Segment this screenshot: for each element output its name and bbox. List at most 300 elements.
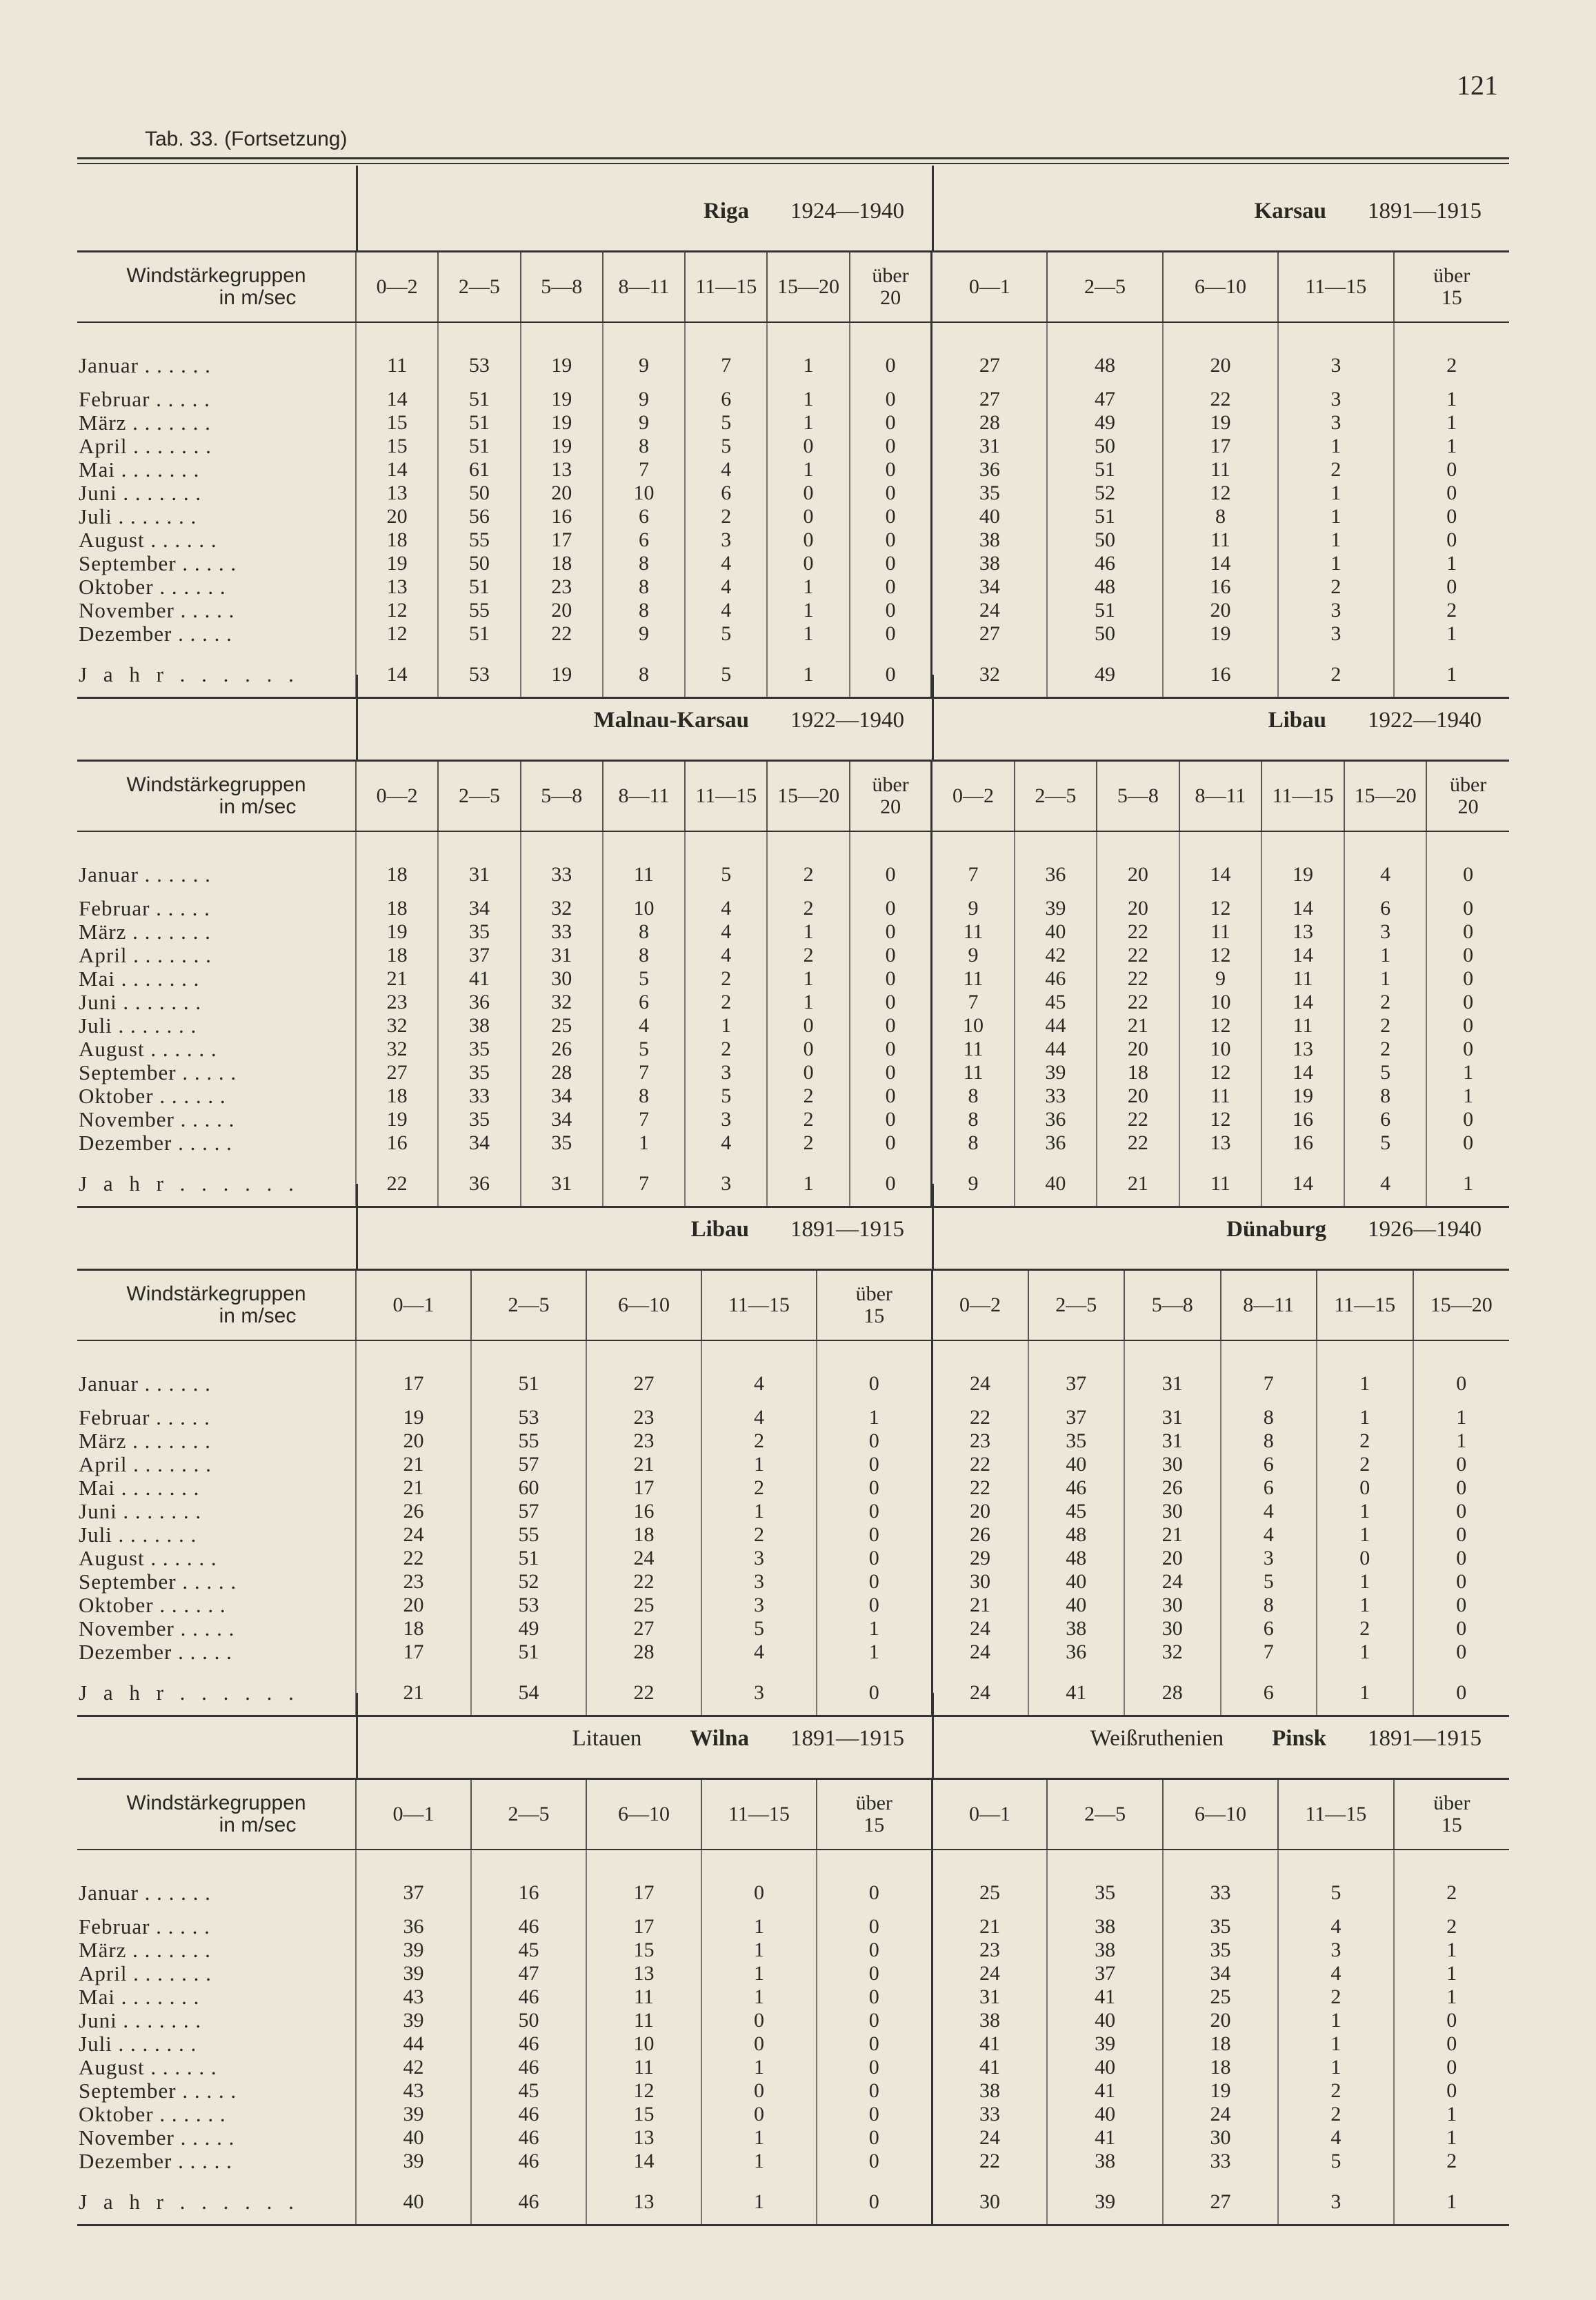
table-cell: 2 bbox=[1394, 322, 1509, 388]
table-row bbox=[77, 1014, 1509, 1038]
table-cell: 19 bbox=[356, 552, 438, 575]
table-cell: 36 bbox=[932, 458, 1047, 482]
table-row bbox=[77, 599, 1509, 622]
table-cell: 1 bbox=[603, 1131, 685, 1155]
table-cell: 0 bbox=[850, 322, 932, 388]
table-cell: 22 bbox=[1097, 991, 1179, 1014]
column-header: 0—1 bbox=[932, 1780, 1047, 1850]
table-row bbox=[77, 991, 1509, 1014]
table-cell: 4 bbox=[1278, 1962, 1393, 1985]
table-cell: 19 bbox=[1163, 622, 1278, 646]
table-cell: 53 bbox=[471, 1406, 586, 1429]
table-row bbox=[77, 1084, 1509, 1108]
table-cell: 5 bbox=[685, 831, 767, 897]
table-cell: 0 bbox=[767, 1061, 849, 1084]
table-cell: 25 bbox=[1163, 1985, 1278, 2009]
month-label: Juli . . . . . . . bbox=[79, 1013, 197, 1038]
table-cell: 1 bbox=[701, 1500, 817, 1523]
table-cell: 0 bbox=[1413, 1640, 1510, 1664]
table-cell: 16 bbox=[356, 1131, 438, 1155]
table-row bbox=[77, 1340, 1509, 1406]
table-cell: 1 bbox=[1344, 944, 1427, 967]
column-header: 2—5 bbox=[438, 252, 520, 322]
table-cell: 41 bbox=[1047, 2079, 1162, 2103]
table-cell: 0 bbox=[850, 1061, 932, 1084]
table-cell: 39 bbox=[356, 2103, 471, 2126]
region-name: Litauen bbox=[572, 1726, 642, 1751]
table-cell: 24 bbox=[356, 1523, 471, 1547]
jahr-cell: 46 bbox=[471, 2173, 586, 2225]
table-cell: 1 bbox=[1317, 1523, 1413, 1547]
month-label: Januar . . . . . . bbox=[79, 1881, 211, 1905]
month-label: Juli . . . . . . . bbox=[79, 1523, 197, 1547]
column-header-word: über bbox=[855, 1792, 892, 1814]
table-cell: 51 bbox=[1047, 599, 1162, 622]
group-label bbox=[77, 1271, 356, 1340]
table-cell: 3 bbox=[1278, 599, 1393, 622]
table-cell: 30 bbox=[1124, 1617, 1221, 1640]
month-label: Mai . . . . . . . bbox=[79, 966, 200, 991]
table-cell: 1 bbox=[1317, 1500, 1413, 1523]
group-label-line2: in m/sec bbox=[219, 286, 297, 309]
table-cell: 4 bbox=[685, 575, 767, 599]
table-cell: 36 bbox=[1015, 1131, 1097, 1155]
table-cell: 5 bbox=[1221, 1570, 1317, 1594]
table-cell: 17 bbox=[586, 1850, 701, 1915]
table-cell: 19 bbox=[1163, 411, 1278, 435]
table-cell: 0 bbox=[850, 991, 932, 1014]
table-cell: 14 bbox=[356, 458, 438, 482]
table-cell: 4 bbox=[1221, 1500, 1317, 1523]
table-cell: 27 bbox=[356, 1061, 438, 1084]
table-cell: 7 bbox=[932, 991, 1015, 1014]
table-cell: 5 bbox=[701, 1617, 817, 1640]
table-cell: 4 bbox=[685, 599, 767, 622]
table-cell: 16 bbox=[521, 505, 603, 528]
jahr-cell: 14 bbox=[356, 646, 438, 698]
table-cell: 0 bbox=[850, 388, 932, 411]
table-cell: 19 bbox=[1261, 1084, 1344, 1108]
table-cell: 11 bbox=[932, 920, 1015, 944]
table-cell: 40 bbox=[1047, 2056, 1162, 2079]
table-cell: 34 bbox=[521, 1108, 603, 1131]
table-cell: 22 bbox=[1097, 944, 1179, 967]
table-cell: 2 bbox=[767, 831, 849, 897]
table-cell: 45 bbox=[1028, 1500, 1125, 1523]
month-label: März . . . . . . . bbox=[79, 920, 211, 944]
table-cell: 14 bbox=[586, 2150, 701, 2173]
table-cell: 0 bbox=[817, 2032, 932, 2056]
column-header: 2—5 bbox=[1047, 252, 1162, 322]
column-header: 2—5 bbox=[1028, 1271, 1125, 1340]
month-label: Oktober . . . . . . bbox=[79, 1084, 226, 1108]
table-row bbox=[77, 1915, 1509, 1939]
table-cell: 33 bbox=[1163, 2150, 1278, 2173]
table-cell: 0 bbox=[1394, 2056, 1509, 2079]
table-cell: 13 bbox=[521, 458, 603, 482]
table-cell: 41 bbox=[932, 2056, 1047, 2079]
jahr-cell: 30 bbox=[932, 2173, 1047, 2225]
table-cell: 6 bbox=[1221, 1617, 1317, 1640]
table-row bbox=[77, 920, 1509, 944]
table-cell: 23 bbox=[586, 1406, 701, 1429]
table-cell: 0 bbox=[817, 1429, 932, 1453]
table-cell: 22 bbox=[932, 1476, 1028, 1500]
station-years: 1922—1940 bbox=[790, 708, 904, 733]
table-row bbox=[77, 897, 1509, 920]
table-cell: 52 bbox=[471, 1570, 586, 1594]
table-row bbox=[77, 1939, 1509, 1962]
column-header: 11—15 bbox=[1278, 1780, 1393, 1850]
table-cell: 0 bbox=[1413, 1453, 1510, 1476]
table-cell: 24 bbox=[932, 599, 1047, 622]
table-cell: 1 bbox=[701, 2150, 817, 2173]
table-cell: 8 bbox=[932, 1108, 1015, 1131]
table-cell: 38 bbox=[932, 552, 1047, 575]
table-cell: 1 bbox=[1344, 967, 1427, 991]
table-cell: 2 bbox=[1394, 1850, 1509, 1915]
table-cell: 6 bbox=[1344, 897, 1427, 920]
station-header bbox=[77, 675, 1509, 762]
station-name: Pinsk bbox=[1272, 1726, 1326, 1751]
table-cell: 7 bbox=[932, 831, 1015, 897]
table-cell: 1 bbox=[1317, 1406, 1413, 1429]
table-cell: 55 bbox=[438, 599, 520, 622]
group-label bbox=[77, 1780, 356, 1850]
table-cell: 33 bbox=[932, 2103, 1047, 2126]
table-cell: 33 bbox=[521, 920, 603, 944]
table-cell: 51 bbox=[471, 1547, 586, 1570]
station-title-right bbox=[1254, 199, 1482, 224]
table-cell: 0 bbox=[701, 2032, 817, 2056]
table-cell: 31 bbox=[932, 1985, 1047, 2009]
table-cell: 18 bbox=[356, 528, 438, 552]
table-cell: 24 bbox=[1124, 1570, 1221, 1594]
table-cell: 55 bbox=[438, 528, 520, 552]
table-cell: 1 bbox=[817, 1617, 932, 1640]
header-rule bbox=[77, 1778, 1509, 1780]
table-cell: 11 bbox=[586, 1985, 701, 2009]
month-label: Mai . . . . . . . bbox=[79, 1476, 200, 1500]
table-cell: 21 bbox=[356, 1476, 471, 1500]
jahr-cell: 54 bbox=[471, 1664, 586, 1716]
table-cell: 30 bbox=[1124, 1500, 1221, 1523]
table-cell: 15 bbox=[586, 1939, 701, 1962]
table-cell: 6 bbox=[603, 505, 685, 528]
table-cell: 0 bbox=[1413, 1523, 1510, 1547]
table-cell: 20 bbox=[1097, 897, 1179, 920]
month-label: September . . . . . bbox=[79, 551, 237, 575]
column-header: 15—20 bbox=[767, 252, 849, 322]
table-cell: 17 bbox=[356, 1640, 471, 1664]
table-cell: 8 bbox=[603, 435, 685, 458]
jahr-cell: 40 bbox=[356, 2173, 471, 2225]
table-cell: 14 bbox=[1179, 831, 1262, 897]
table-cell: 0 bbox=[767, 1038, 849, 1061]
table-cell: 0 bbox=[1317, 1547, 1413, 1570]
table-cell: 19 bbox=[356, 1108, 438, 1131]
table-cell: 33 bbox=[1015, 1084, 1097, 1108]
table-cell: 0 bbox=[701, 2079, 817, 2103]
station-name: Libau bbox=[690, 1217, 749, 1242]
table-cell: 16 bbox=[1261, 1131, 1344, 1155]
table-cell: 14 bbox=[1261, 944, 1344, 967]
table-cell: 0 bbox=[767, 482, 849, 505]
jahr-cell: 1 bbox=[1426, 1155, 1509, 1207]
data-table bbox=[77, 762, 1509, 1208]
table-cell: 12 bbox=[1179, 897, 1262, 920]
vline bbox=[356, 1693, 358, 1780]
table-cell: 26 bbox=[1124, 1476, 1221, 1500]
table-cell: 12 bbox=[356, 599, 438, 622]
table-cell: 2 bbox=[767, 1131, 849, 1155]
table-cell: 48 bbox=[1047, 322, 1162, 388]
table-cell: 23 bbox=[356, 1570, 471, 1594]
table-row bbox=[77, 322, 1509, 388]
table-cell: 0 bbox=[1413, 1617, 1510, 1640]
table-cell: 38 bbox=[1047, 1939, 1162, 1962]
table-cell: 1 bbox=[1426, 1084, 1509, 1108]
column-header: 8—11 bbox=[603, 762, 685, 831]
table-cell: 35 bbox=[438, 1061, 520, 1084]
table-cell: 21 bbox=[932, 1915, 1047, 1939]
jahr-cell: 24 bbox=[932, 1664, 1028, 1716]
table-cell: 0 bbox=[1426, 1108, 1509, 1131]
table-cell: 37 bbox=[1047, 1962, 1162, 1985]
header-rule bbox=[77, 250, 1509, 252]
table-cell: 28 bbox=[521, 1061, 603, 1084]
table-cell: 60 bbox=[471, 1476, 586, 1500]
station-title-right bbox=[1090, 1726, 1482, 1752]
table-cell: 19 bbox=[356, 1406, 471, 1429]
table-cell: 1 bbox=[1317, 1340, 1413, 1406]
jahr-label: J a h r . . . . . . bbox=[77, 646, 356, 698]
table-cell: 9 bbox=[603, 411, 685, 435]
group-label-line1: Windstärkegruppen bbox=[126, 264, 306, 287]
table-cell: 0 bbox=[1394, 2079, 1509, 2103]
table-cell: 35 bbox=[438, 920, 520, 944]
table-cell: 51 bbox=[1047, 458, 1162, 482]
month-label: Dezember . . . . . bbox=[79, 1131, 232, 1155]
table-cell: 36 bbox=[1028, 1640, 1125, 1664]
jahr-cell: 16 bbox=[1163, 646, 1278, 698]
month-label: Oktober . . . . . . bbox=[79, 1593, 226, 1617]
column-header: 15—20 bbox=[1413, 1271, 1510, 1340]
table-cell: 25 bbox=[521, 1014, 603, 1038]
station-header bbox=[77, 1184, 1509, 1271]
table-caption: Tab. 33. (Fortsetzung) bbox=[145, 128, 348, 150]
table-cell: 27 bbox=[932, 322, 1047, 388]
table-cell: 50 bbox=[438, 552, 520, 575]
table-cell: 2 bbox=[767, 897, 849, 920]
table-cell: 51 bbox=[438, 622, 520, 646]
table-cell: 2 bbox=[1278, 1985, 1393, 2009]
table-cell: 19 bbox=[1163, 2079, 1278, 2103]
table-cell: 8 bbox=[932, 1084, 1015, 1108]
table-cell: 40 bbox=[1028, 1594, 1125, 1617]
table-cell: 2 bbox=[1344, 991, 1427, 1014]
data-table bbox=[77, 252, 1509, 699]
table-cell: 8 bbox=[1221, 1429, 1317, 1453]
table-cell: 19 bbox=[521, 435, 603, 458]
table-cell: 40 bbox=[932, 505, 1047, 528]
jahr-cell: 6 bbox=[1221, 1664, 1317, 1716]
station-name: Riga bbox=[704, 199, 749, 224]
column-header: 11—15 bbox=[685, 252, 767, 322]
table-cell: 35 bbox=[1163, 1939, 1278, 1962]
table-cell: 28 bbox=[932, 411, 1047, 435]
table-cell: 22 bbox=[932, 2150, 1047, 2173]
column-header: 6—10 bbox=[1163, 1780, 1278, 1850]
table-cell: 32 bbox=[521, 991, 603, 1014]
table-cell: 35 bbox=[1028, 1429, 1125, 1453]
table-cell: 53 bbox=[471, 1594, 586, 1617]
table-cell: 50 bbox=[1047, 622, 1162, 646]
table-cell: 19 bbox=[521, 322, 603, 388]
jahr-cell: 39 bbox=[1047, 2173, 1162, 2225]
table-cell: 5 bbox=[685, 1084, 767, 1108]
table-cell: 0 bbox=[817, 1850, 932, 1915]
table-cell: 14 bbox=[1261, 991, 1344, 1014]
column-header: 0—1 bbox=[356, 1271, 471, 1340]
column-header-value: 20 bbox=[880, 286, 901, 309]
table-cell: 0 bbox=[767, 505, 849, 528]
table-cell: 41 bbox=[932, 2032, 1047, 2056]
table-cell: 4 bbox=[701, 1406, 817, 1429]
table-cell: 40 bbox=[1028, 1570, 1125, 1594]
table-cell: 11 bbox=[1163, 528, 1278, 552]
table-cell: 2 bbox=[767, 1108, 849, 1131]
table-cell: 0 bbox=[850, 528, 932, 552]
table-row bbox=[77, 622, 1509, 646]
table-cell: 19 bbox=[1261, 831, 1344, 897]
vline bbox=[932, 1184, 934, 1271]
vline bbox=[932, 675, 934, 762]
table-cell: 37 bbox=[438, 944, 520, 967]
table-cell: 0 bbox=[850, 1038, 932, 1061]
table-cell: 20 bbox=[1097, 1038, 1179, 1061]
table-cell: 0 bbox=[1426, 1014, 1509, 1038]
table-cell: 3 bbox=[1278, 411, 1393, 435]
table-cell: 4 bbox=[1221, 1523, 1317, 1547]
table-cell: 50 bbox=[1047, 528, 1162, 552]
table-cell: 45 bbox=[471, 2079, 586, 2103]
table-cell: 43 bbox=[356, 2079, 471, 2103]
jahr-cell: 19 bbox=[521, 646, 603, 698]
table-cell: 27 bbox=[932, 388, 1047, 411]
table-cell: 0 bbox=[1426, 1131, 1509, 1155]
table-cell: 40 bbox=[1047, 2009, 1162, 2032]
table-cell: 32 bbox=[521, 897, 603, 920]
table-cell: 9 bbox=[603, 622, 685, 646]
table-cell: 51 bbox=[438, 388, 520, 411]
column-header-word: über bbox=[872, 773, 909, 796]
table-cell: 13 bbox=[356, 482, 438, 505]
table-cell: 3 bbox=[685, 1061, 767, 1084]
table-row bbox=[77, 1547, 1509, 1570]
table-cell: 0 bbox=[1394, 505, 1509, 528]
table-cell: 38 bbox=[1028, 1617, 1125, 1640]
table-cell: 1 bbox=[1426, 1061, 1509, 1084]
table-cell: 27 bbox=[586, 1340, 701, 1406]
table-cell: 2 bbox=[767, 944, 849, 967]
table-cell: 2 bbox=[1394, 599, 1509, 622]
jahr-cell: 21 bbox=[356, 1664, 471, 1716]
table-cell: 1 bbox=[767, 411, 849, 435]
table-cell: 0 bbox=[1413, 1340, 1510, 1406]
table-cell: 16 bbox=[1163, 575, 1278, 599]
table-cell: 3 bbox=[1278, 622, 1393, 646]
jahr-cell: 0 bbox=[1413, 1664, 1510, 1716]
table-cell: 0 bbox=[767, 435, 849, 458]
group-label-line1: Windstärkegruppen bbox=[126, 1282, 306, 1305]
jahr-cell: 9 bbox=[932, 1155, 1015, 1207]
table-cell: 8 bbox=[1163, 505, 1278, 528]
table-cell: 4 bbox=[701, 1340, 817, 1406]
table-cell: 17 bbox=[356, 1340, 471, 1406]
column-header: 11—15 bbox=[685, 762, 767, 831]
station-years: 1922—1940 bbox=[1368, 708, 1482, 733]
table-cell: 11 bbox=[1179, 1084, 1262, 1108]
table-cell: 23 bbox=[356, 991, 438, 1014]
table-row bbox=[77, 967, 1509, 991]
table-cell: 1 bbox=[767, 991, 849, 1014]
table-cell: 3 bbox=[1278, 1939, 1393, 1962]
table-cell: 7 bbox=[603, 458, 685, 482]
column-header-row bbox=[77, 252, 1509, 322]
station-name: Wilna bbox=[690, 1726, 749, 1751]
table-cell: 1 bbox=[1278, 2032, 1393, 2056]
jahr-label: J a h r . . . . . . bbox=[77, 1155, 356, 1207]
table-cell: 0 bbox=[1426, 831, 1509, 897]
jahr-label: J a h r . . . . . . bbox=[77, 1664, 356, 1716]
station-years: 1924—1940 bbox=[790, 199, 904, 224]
table-cell: 2 bbox=[1278, 2079, 1393, 2103]
page-number: 121 bbox=[1457, 70, 1498, 101]
table-cell: 8 bbox=[1221, 1406, 1317, 1429]
column-header-word: über bbox=[1450, 773, 1487, 796]
column-header: 6—10 bbox=[1163, 252, 1278, 322]
column-header-word: über bbox=[872, 264, 909, 287]
month-label: Juni . . . . . . . bbox=[79, 2008, 202, 2032]
jahr-cell: 1 bbox=[1394, 2173, 1509, 2225]
table-cell: 10 bbox=[603, 482, 685, 505]
table-cell: 31 bbox=[1124, 1406, 1221, 1429]
table-cell: 1 bbox=[767, 322, 849, 388]
table-cell: 49 bbox=[1047, 411, 1162, 435]
table-cell: 9 bbox=[1179, 967, 1262, 991]
table-cell: 38 bbox=[438, 1014, 520, 1038]
table-cell: 18 bbox=[586, 1523, 701, 1547]
table-cell: 21 bbox=[586, 1453, 701, 1476]
table-cell: 2 bbox=[767, 1084, 849, 1108]
table-cell: 61 bbox=[438, 458, 520, 482]
table-cell: 5 bbox=[685, 622, 767, 646]
table-cell: 17 bbox=[521, 528, 603, 552]
table-cell: 50 bbox=[471, 2009, 586, 2032]
column-header: 8—11 bbox=[603, 252, 685, 322]
table-row bbox=[77, 1640, 1509, 1664]
table-cell: 12 bbox=[1179, 1014, 1262, 1038]
table-cell: 43 bbox=[356, 1985, 471, 2009]
table-cell: 4 bbox=[685, 897, 767, 920]
column-header: 6—10 bbox=[586, 1780, 701, 1850]
table-cell: 1 bbox=[701, 1453, 817, 1476]
table-cell: 0 bbox=[850, 622, 932, 646]
top-rule bbox=[77, 157, 1509, 159]
month-label: November . . . . . bbox=[79, 598, 235, 622]
table-cell: 41 bbox=[438, 967, 520, 991]
